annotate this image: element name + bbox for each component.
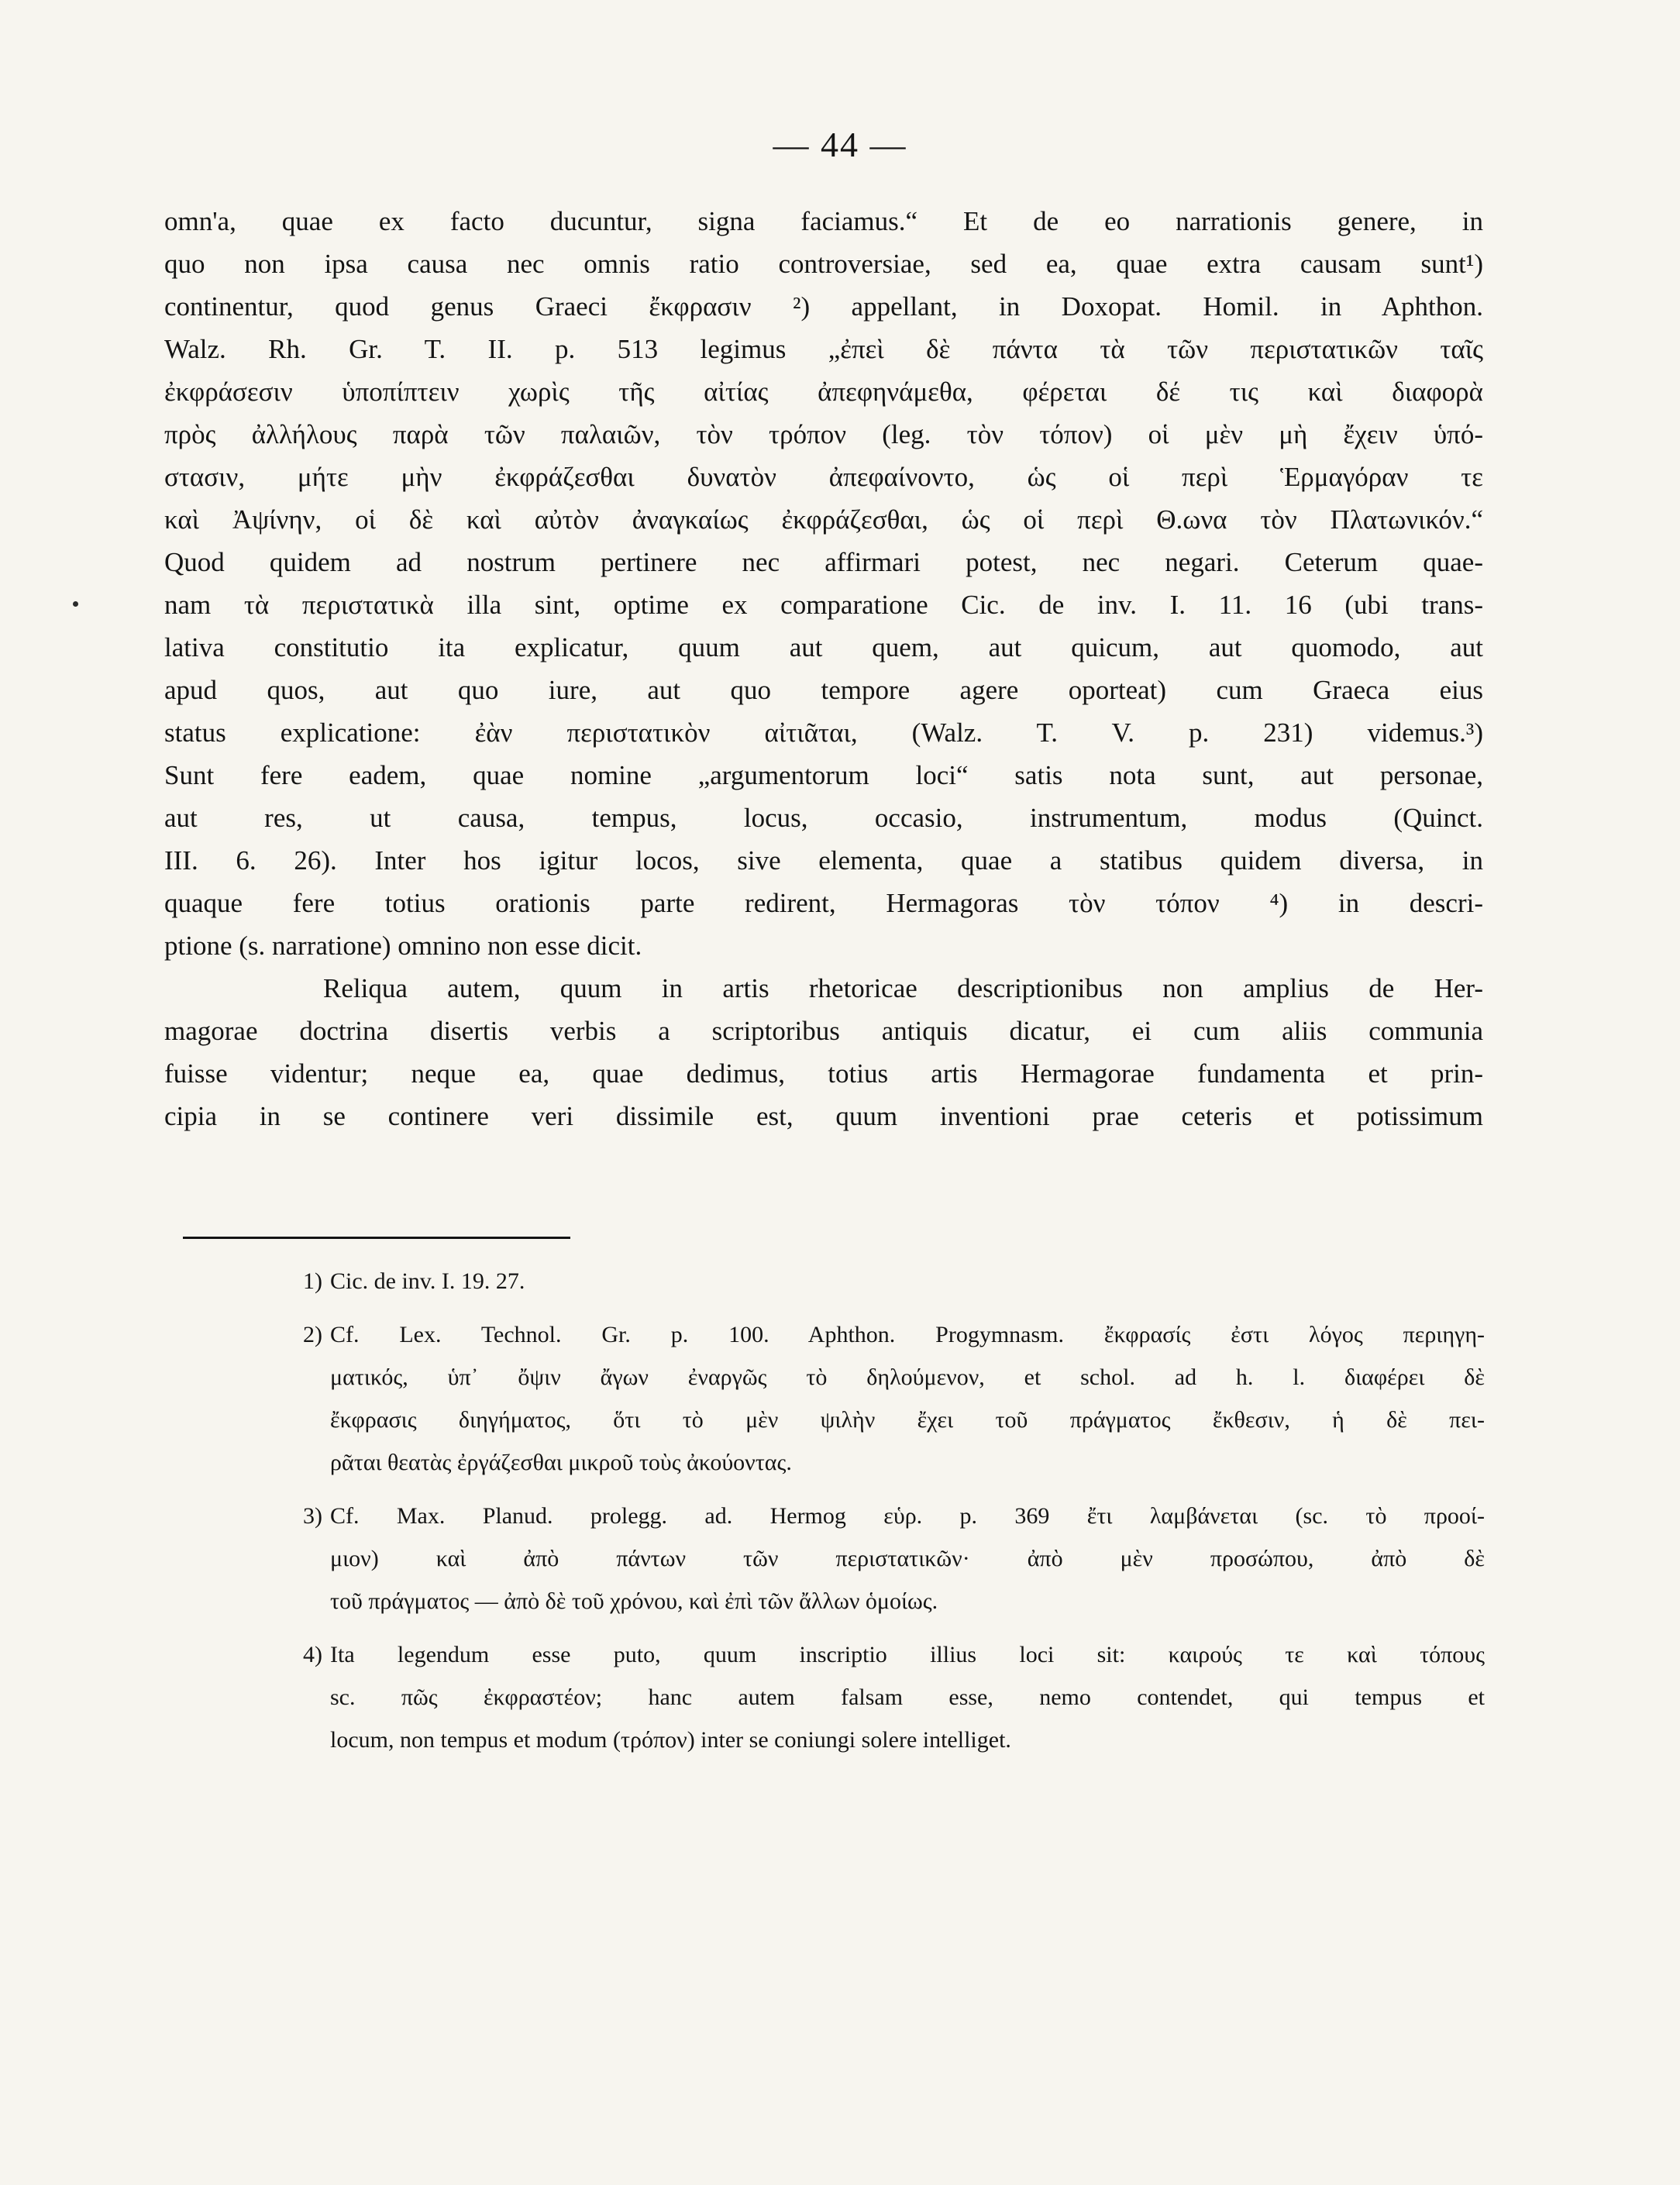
- footnote-line: Ita legendum esse puto, quum inscriptio illius loci sit: καιρούς τε καὶ τόπους: [330, 1642, 1485, 1667]
- footnote-line: μιον) καὶ ἀπὸ πάντων τῶν περιστατικῶν· ἀπὸ μὲν προσώπου, ἀπὸ δὲ: [330, 1546, 1485, 1571]
- footnote-marker: 3): [303, 1503, 322, 1529]
- footnote-line: locum, non tempus et modum (τρόπον) inter se coniungi solere intelliget.: [330, 1727, 1011, 1753]
- text-line: στασιν, μήτε μὴν ἐκφράζεσθαι δυνατὸν ἀπεφαίνοντο, ὡς οἱ περὶ Ἑρμαγόραν τε: [164, 462, 1483, 492]
- footnote-4: [291, 1633, 1485, 1761]
- footnote-separator: [183, 1237, 570, 1239]
- text-line: ptione (s. narratione) omnino non esse dicit.: [164, 931, 642, 961]
- footnote-line: ματικός, ὑπ᾽ ὄψιν ἄγων ἐναργῶς τὸ δηλούμενον, et schol. ad h. l. διαφέρει δὲ: [330, 1364, 1485, 1390]
- footnote-marker: 2): [303, 1322, 322, 1347]
- footnote-line: Cf. Lex. Technol. Gr. p. 100. Aphthon. Progymnasm. ἔκφρασίς ἐστι λόγος περιηγη-: [330, 1322, 1485, 1347]
- footnote-2: [291, 1313, 1485, 1484]
- footnote-line: ρᾶται θεατὰς ἐργάζεσθαι μικροῦ τοὺς ἀκούοντας.: [330, 1450, 792, 1475]
- footnotes: [291, 1260, 1485, 1772]
- text-line: fuisse videntur; neque ea, quae dedimus, totius artis Hermagorae fundamenta et prin-: [164, 1058, 1483, 1089]
- footnote-3: [291, 1495, 1485, 1622]
- text-line: quaque fere totius orationis parte redirent, Hermagoras τὸν τόπον ⁴) in descri-: [164, 888, 1483, 918]
- footnote-line: Cic. de inv. I. 19. 27.: [330, 1268, 525, 1294]
- footnote-marker: 1): [303, 1268, 322, 1294]
- text-line: πρὸς ἀλλήλους παρὰ τῶν παλαιῶν, τὸν τρόπον (leg. τὸν τόπον) οἱ μὲν μὴ ἔχειν ὑπό-: [164, 419, 1483, 449]
- text-line: nam τὰ περιστατικὰ illa sint, optime ex comparatione Cic. de inv. I. 11. 16 (ubi trans-: [164, 590, 1483, 620]
- ink-speck: [73, 601, 78, 607]
- text-line: continentur, quod genus Graeci ἔκφρασιν ²) appellant, in Doxopat. Homil. in Aphthon.: [164, 291, 1483, 322]
- footnote-line: Cf. Max. Planud. prolegg. ad. Hermog εὑρ. p. 369 ἔτι λαμβάνεται (sc. τὸ προοί-: [330, 1503, 1485, 1529]
- text-line: Sunt fere eadem, quae nomine „argumentorum loci“ satis nota sunt, aut personae,: [164, 760, 1483, 790]
- footnote-line: τοῦ πράγματος — ἀπὸ δὲ τοῦ χρόνου, καὶ ἐπὶ τῶν ἄλλων ὁμοίως.: [330, 1588, 938, 1614]
- footnote-marker: 4): [303, 1642, 322, 1667]
- footnote-line: sc. πῶς ἐκφραστέον; hanc autem falsam esse, nemo contendet, qui tempus et: [330, 1684, 1485, 1710]
- footnote-1: [291, 1260, 1485, 1302]
- text-line: Reliqua autem, quum in artis rhetoricae descriptionibus non amplius de Her-: [323, 973, 1483, 1003]
- text-line: lativa constitutio ita explicatur, quum aut quem, aut quicum, aut quomodo, aut: [164, 632, 1483, 662]
- text-line: apud quos, aut quo iure, aut quo tempore agere oporteat) cum Graeca eius: [164, 675, 1483, 705]
- text-line: aut res, ut causa, tempus, locus, occasio, instrumentum, modus (Quinct.: [164, 803, 1483, 833]
- text-line: status explicatione: ἐὰν περιστατικὸν αἰτιᾶται, (Walz. T. V. p. 231) videmus.³): [164, 717, 1483, 748]
- text-line: ἐκφράσεσιν ὑποπίπτειν χωρὶς τῆς αἰτίας ἀπεφηνάμεθα, φέρεται δέ τις καὶ διαφορὰ: [164, 377, 1483, 407]
- text-line: magorae doctrina disertis verbis a scriptoribus antiquis dicatur, ei cum aliis communia: [164, 1016, 1483, 1046]
- page-number: — 44 —: [773, 125, 907, 164]
- text-line: Walz. Rh. Gr. T. II. p. 513 legimus „ἐπεὶ δὲ πάντα τὰ τῶν περιστατικῶν ταῖς: [164, 334, 1483, 364]
- footnote-line: ἔκφρασις διηγήματος, ὅτι τὸ μὲν ψιλὴν ἔχει τοῦ πράγματος ἔκθεσιν, ἡ δὲ πει-: [330, 1407, 1485, 1433]
- text-line: III. 6. 26). Inter hos igitur locos, sive elementa, quae a statibus quidem diversa, in: [164, 845, 1483, 876]
- text-line: cipia in se continere veri dissimile est, quum inventioni prae ceteris et potissimum: [164, 1101, 1483, 1131]
- text-line: Quod quidem ad nostrum pertinere nec affirmari potest, nec negari. Ceterum quae-: [164, 547, 1483, 577]
- text-line: quo non ipsa causa nec omnis ratio controversiae, sed ea, quae extra causam sunt¹): [164, 249, 1483, 279]
- text-line: omn'a, quae ex facto ducuntur, signa faciamus.“ Et de eo narrationis genere, in: [164, 206, 1483, 236]
- main-text: [164, 200, 1483, 1137]
- text-line: καὶ Ἀψίνην, οἱ δὲ καὶ αὐτὸν ἀναγκαίως ἐκφράζεσθαι, ὡς οἱ περὶ Θ.ωνα τὸν Πλατωνικόν.“: [164, 504, 1483, 535]
